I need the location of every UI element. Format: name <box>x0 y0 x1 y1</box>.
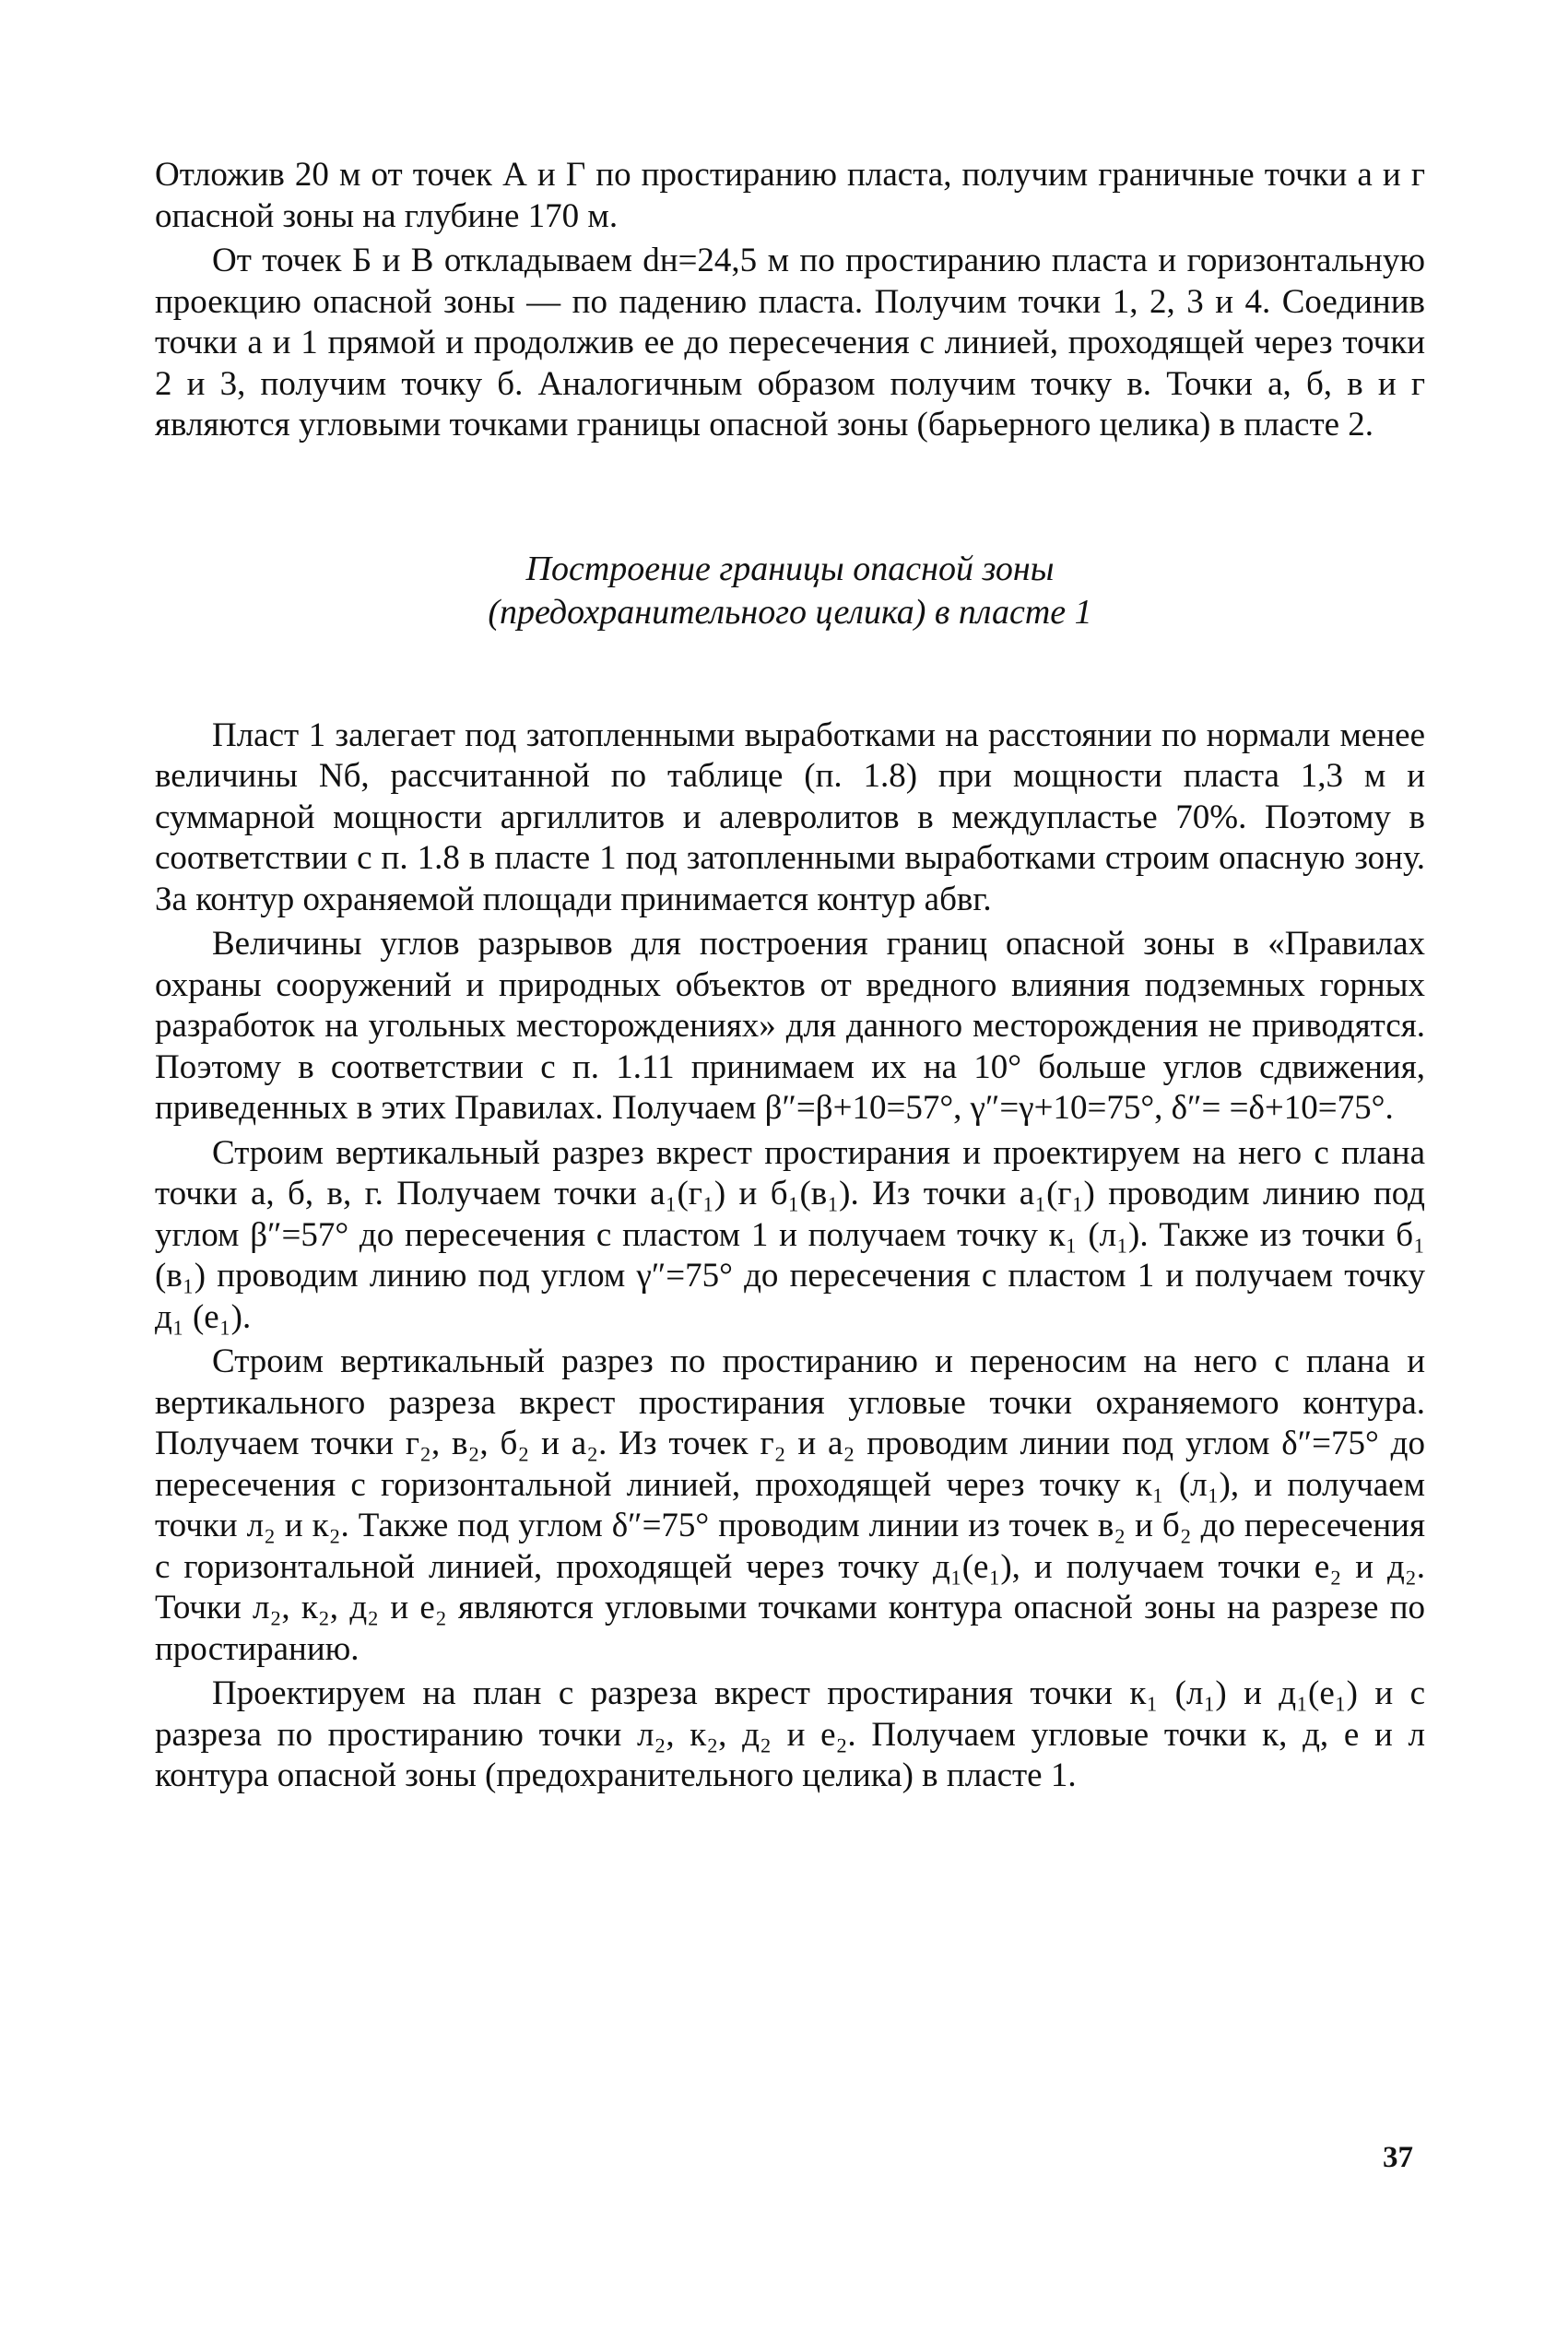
paragraph-section-1: Пласт 1 залегает под затопленными выработками на расстоянии по нормали менее величины Nб, рассчитанной по таблице (п. 1.8) при мощности пласта 1,3 м и суммарной мощности аргиллитов и алевролитов в междупластье 70%. Поэтому в соответствии с п. 1.8 в пласте 1 под затопленными выработками строим опасную зону. За контур охраняемой площади принимается контур абвг. <box>155 716 1425 918</box>
paragraph-section-3: Строим вертикальный разрез вкрест простирания и проектируем на него с плана точки а, б, в, г. Получаем точки а₁(г₁) и б₁(в₁). Из точки а₁(г₁) проводим линию под углом β″=57° до пересечения с пластом 1 и получаем точку к₁ (л₁). Также из точки б₁ (в₁) проводим линию под углом γ″=75° до пересечения с пластом 1 и получаем точку д₁ (е₁). <box>155 1133 1425 1336</box>
paragraph-intro-1: Отложив 20 м от точек А и Г по простиранию пласта, получим граничные точки а и г опасной зоны на глубине 170 м. <box>155 156 1425 235</box>
paragraph-section-5: Проектируем на план с разреза вкрест простирания точки к₁ (л₁) и д₁(е₁) и с разреза по простиранию точки л₂, к₂, д₂ и е₂. Получаем угловые точки к, д, е и л контура опасной зоны (предохранительного целика) в пласте 1. <box>155 1674 1425 1794</box>
section-heading-line-1: Построение границы опасной зоны <box>525 549 1055 588</box>
paragraph-section-2: Величины углов разрывов для построения границ опасной зоны в «Правилах охраны сооружений и природных объектов от вредного влияния подземных горных разработок на угольных месторождениях» для данного месторождения не приводятся. Поэтому в соответствии с п. 1.11 принимаем их на 10° больше углов сдвижения, приведенных в этих Правилах. Получаем β″=β+10=57°, γ″=γ+10=75°, δ″= =δ+10=75°. <box>155 925 1425 1127</box>
section-heading-line-2: (предохранительного целика) в пласте 1 <box>488 592 1092 632</box>
page-number: 37 <box>1383 2141 1413 2174</box>
paragraph-intro-2: От точек Б и В откладываем dн=24,5 м по простиранию пласта и горизонтальную проекцию опасной зоны — по падению пласта. Получим точки 1, 2, 3 и 4. Соединив точки а и 1 прямой и продолжив ее до пересечения с линией, проходящей через точки 2 и 3, получим точку б. Аналогичным образом получим точку в. Точки а, б, в и г являются угловыми точками границы опасной зоны (барьерного целика) в пласте 2. <box>155 242 1425 444</box>
paragraph-section-4: Строим вертикальный разрез по простиранию и переносим на него с плана и вертикального разреза вкрест простирания угловые точки охраняемого контура. Получаем точки г₂, в₂, б₂ и а₂. Из точек г₂ и а₂ проводим линии под углом δ″=75° до пересечения с горизонтальной линией, проходящей через точку к₁ (л₁), и получаем точки л₂ и к₂. Также под углом δ″=75° проводим линии из точек в₂ и б₂ до пересечения с горизонтальной линией, проходящей через точку д₁(е₁), и получаем точки е₂ и д₂. Точки л₂, к₂, д₂ и е₂ являются угловыми точками контура опасной зоны на разрезе по простиранию. <box>155 1342 1425 1668</box>
page-body <box>155 155 1425 1801</box>
section-heading <box>155 548 1425 634</box>
